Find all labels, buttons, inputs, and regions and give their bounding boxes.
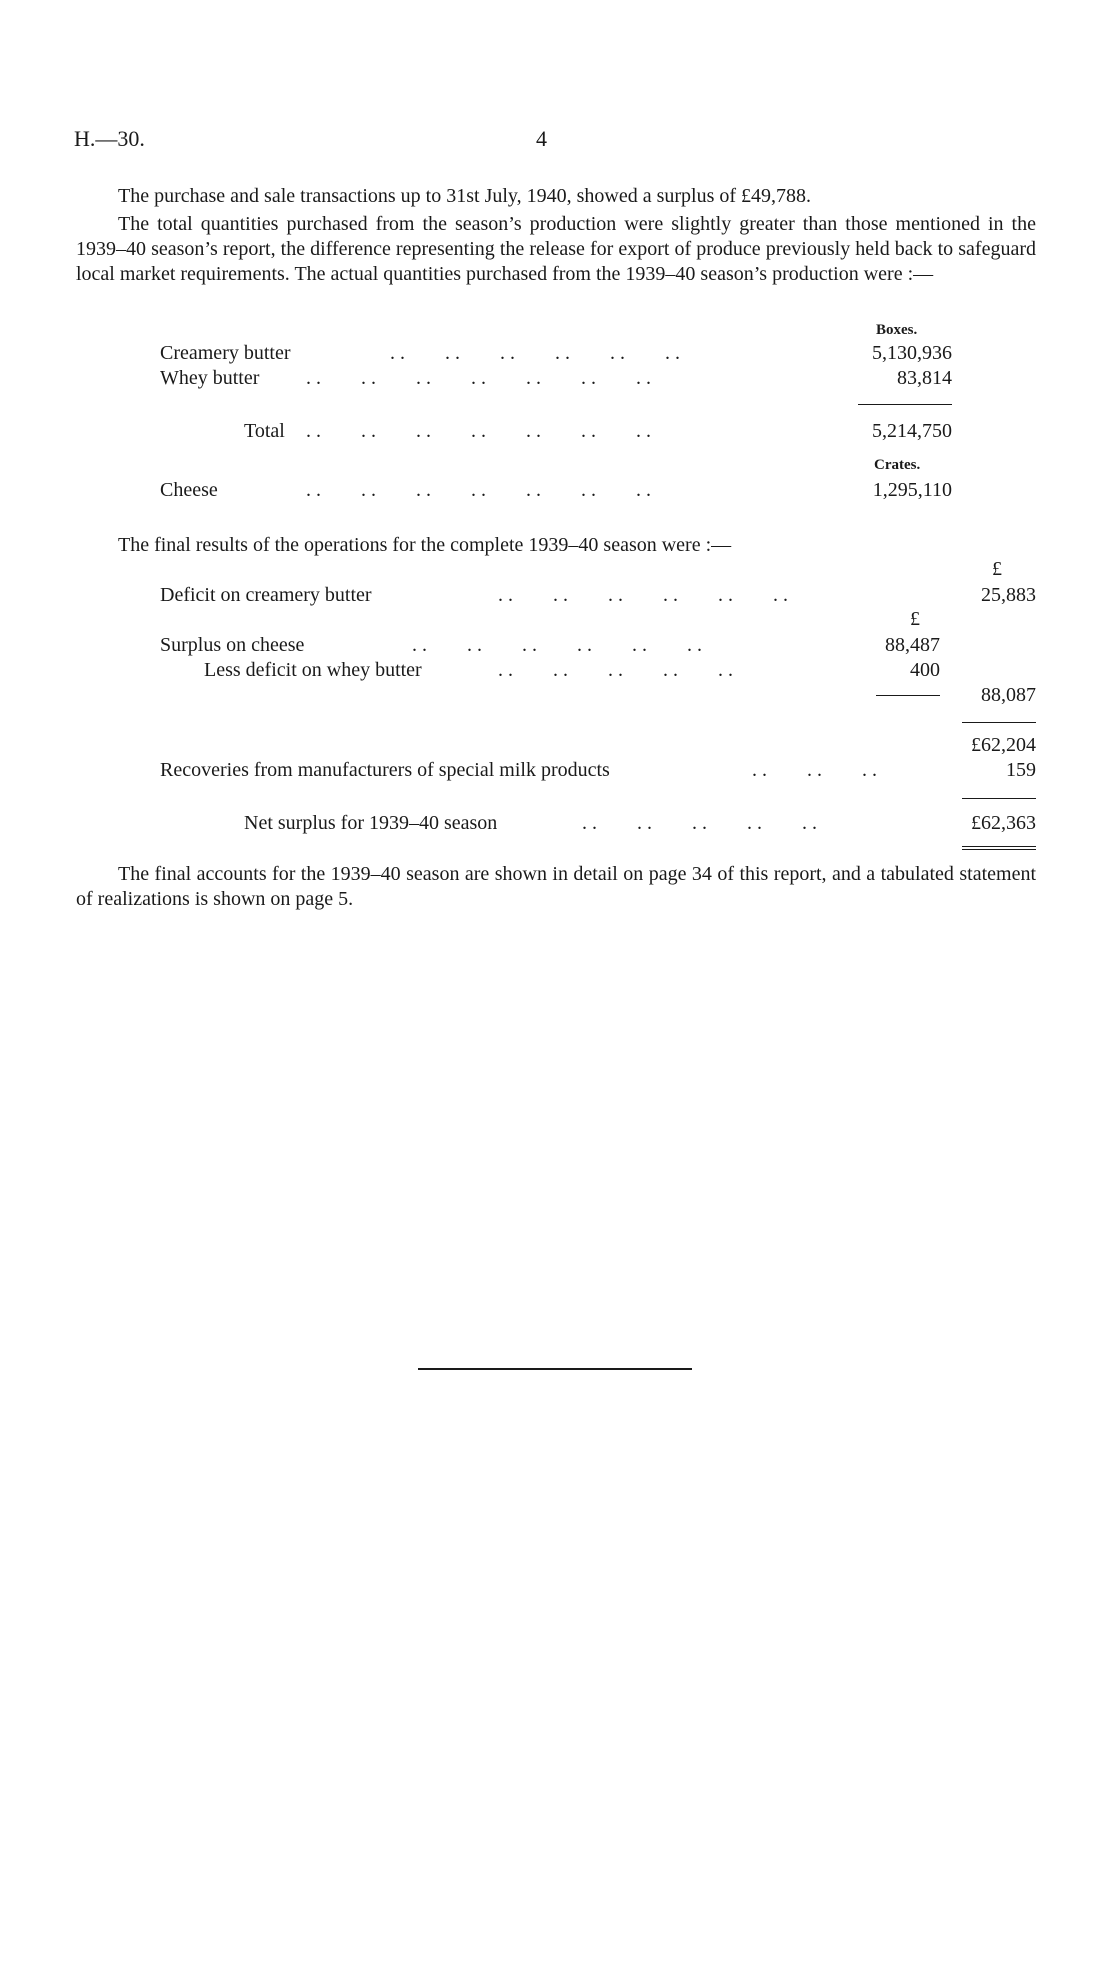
row-label-whey-butter: Whey butter: [160, 367, 260, 389]
net-surplus-label: Net surplus for 1939–40 season: [244, 812, 498, 834]
row-value-whey-butter: 83,814: [897, 367, 952, 389]
surplus-cheese-value: 88,487: [885, 634, 940, 656]
row-value-creamery-butter: 5,130,936: [872, 342, 952, 364]
net-cheese-value: 88,087: [981, 684, 1036, 706]
recoveries-label: Recoveries from manufacturers of special milk products: [160, 759, 610, 781]
dot-leader: . . . . . . . . . . . .: [390, 342, 680, 364]
unit-boxes-header: Boxes.: [876, 322, 918, 338]
dot-leader: . . . . . . . . . . . . . .: [306, 479, 651, 501]
dot-leader: . . . . . . . . . . . .: [498, 584, 788, 606]
unit-crates-header: Crates.: [874, 457, 921, 473]
page-number: 4: [536, 126, 547, 151]
less-deficit-value: 400: [910, 659, 940, 681]
subtotal-value: £62,204: [971, 734, 1036, 756]
surplus-cheese-label: Surplus on cheese: [160, 634, 305, 656]
total-rule: [858, 404, 952, 405]
dot-leader: . . . . . . . . . .: [582, 812, 817, 834]
subtotal-rule: [962, 722, 1036, 723]
dot-leader: . . . . . . . . . . . . . .: [306, 420, 651, 442]
section-divider: [418, 1368, 692, 1370]
report-reference: H.—30.: [74, 126, 145, 151]
net-surplus-rule: [962, 798, 1036, 799]
dot-leader: . . . . . .: [752, 759, 877, 781]
total-value: 5,214,750: [872, 420, 952, 442]
total-label: Total: [244, 420, 285, 442]
less-deficit-label: Less deficit on whey butter: [204, 659, 422, 681]
paragraph-quantities: The total quantities purchased from the season’s production were slightly greater than those mentioned in the 1939–40 season’s report, the difference representing the release for export of produce previously held back to safeguard local market requirements. The actual quantities purchased from the 1939–40 season’s production were :—: [76, 213, 1036, 285]
dot-leader: . . . . . . . . . .: [498, 659, 733, 681]
deficit-value: 25,883: [981, 584, 1036, 606]
pound-column-header: £: [992, 558, 1002, 580]
paragraph-final-accounts: The final accounts for the 1939–40 season are shown in detail on page 34 of this report, and a tabulated statement of realizations is shown on page 5.: [76, 863, 1036, 910]
row-value-cheese: 1,295,110: [872, 479, 952, 501]
dot-leader: . . . . . . . . . . . .: [412, 634, 702, 656]
dot-leader: . . . . . . . . . . . . . .: [306, 367, 651, 389]
less-deficit-rule: [876, 695, 940, 696]
net-surplus-double-rule: [962, 846, 1036, 850]
row-label-creamery-butter: Creamery butter: [160, 342, 291, 364]
paragraph-surplus: The purchase and sale transactions up to 31st July, 1940, showed a surplus of £49,788.: [118, 185, 812, 207]
net-surplus-value: £62,363: [971, 812, 1036, 834]
pound-subcolumn-header: £: [910, 608, 920, 630]
row-label-cheese: Cheese: [160, 479, 218, 501]
results-intro: The final results of the operations for the complete 1939–40 season were :—: [118, 534, 732, 556]
deficit-label: Deficit on creamery butter: [160, 584, 372, 606]
recoveries-value: 159: [1006, 759, 1036, 781]
